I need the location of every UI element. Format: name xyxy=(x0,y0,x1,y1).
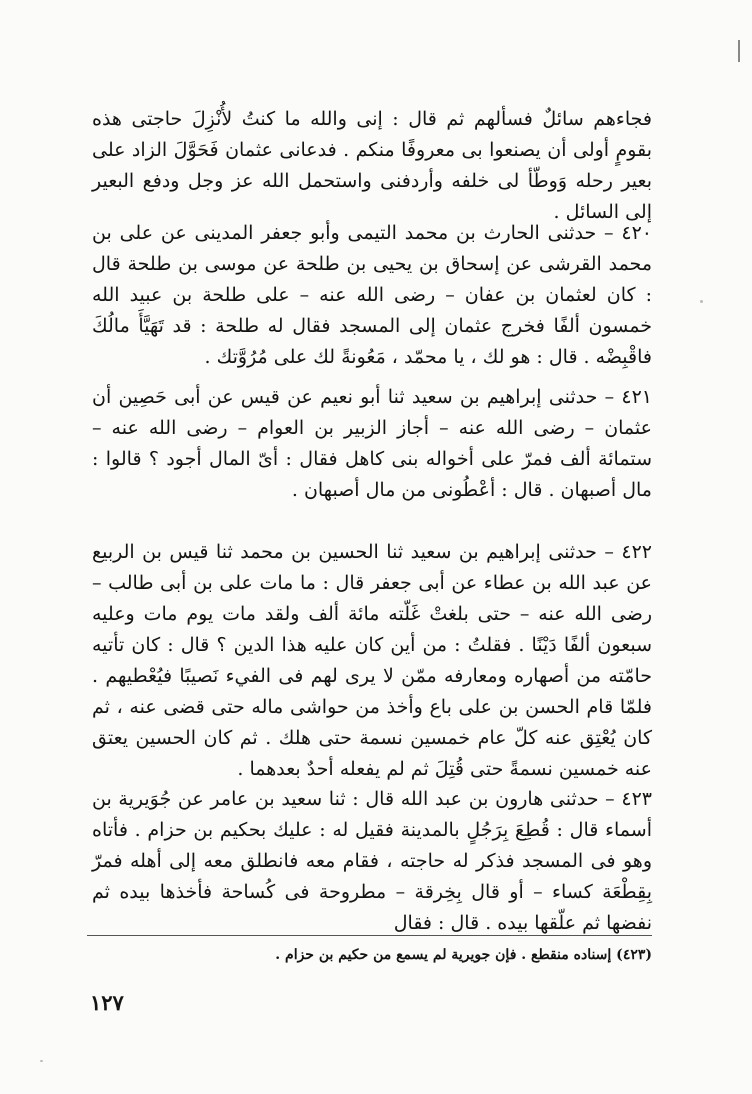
paragraph-422 xyxy=(92,537,652,785)
scan-speck xyxy=(700,300,703,303)
footnote-423: (٤٢٣) إسناده منقطع . فإن جويرية لم يسمع من حكيم بن حزام . xyxy=(275,947,652,963)
page-number: ١٢٧ xyxy=(90,990,124,1015)
paragraph-420-text: ٤٢٠ – حدثنى الحارث بن محمد التيمى وأبو جعفر المدينى عن على بن محمد القرشى عن إسحاق بن يحيى بن طلحة عن موسى بن طلحة قال : كان لعثمان بن عفان – رضى الله عنه – على طلحة بن عبيد الله خمسون ألفًا فخرج عثمان إلى المسجد فقال له طلحة : قد تَهَيَّأَ مالُكَ فاقْبِضْه . قال : هو لك ، يا محمّد ، مَعُونةً لك على مُرُوَّتك . xyxy=(92,222,652,368)
footnote-divider xyxy=(87,935,652,936)
paragraph-422-text: ٤٢٢ – حدثنى إبراهيم بن سعيد ثنا الحسين بن محمد ثنا قيس بن الربيع عن عبد الله بن عطاء عن أبى جعفر قال : ما مات على بن أبى طالب – رضى الله عنه – حتى بلغتْ غَلّته مائة ألف ولقد مات يوم مات وعليه سبعون ألفًا دَيْنًا . فقلتُ : من أين كان عليه هذا الدين ؟ قال : كان تأتيه حامّته من أصهاره ومعارفه ممّن لا يرى لهم فى الفيء نَصيبًا فيُعْطيهم . فلمّا قام الحسن بن على باع وأخذ من حواشى ماله حتى قضى عنه ، ثم كان يُعْتِق عنه كلّ عام خمسين نسمة حتى هلك . ثم كان الحسين يعتق عنه خمسين نسمةً حتى قُتِلَ ثم لم يفعله أحدٌ بعدهما . xyxy=(92,541,652,780)
paragraph-423 xyxy=(92,784,652,939)
paragraph-423-text: ٤٢٣ – حدثنى هارون بن عبد الله قال : ثنا سعيد بن عامر عن جُوَيرية بن أسماء قال : قُطِعَ بِرَجُلٍ بالمدينة فقيل له : عليك بحكيم بن حزام . فأتاه وهو فى المسجد فذكر له حاجته ، فقام معه فانطلق معه إلى أهله فمرّ بِقِطْعَة كساء – أو قال بِخِرقة – مطروحة فى كُساحة فأخذها بيده ثم نفضها ثم علّقها بيده . قال : فقال xyxy=(92,788,652,934)
paragraph-intro xyxy=(92,104,652,228)
scan-speck xyxy=(40,1060,43,1062)
paragraph-421-text: ٤٢١ – حدثنى إبراهيم بن سعيد ثنا أبو نعيم عن قيس عن أبى حَصِين أن عثمان – رضى الله عنه – أجاز الزبير بن العوام – رضى الله عنه – ستمائة ألف فمرّ على أخواله بنى كاهل فقال : أىّ المال أجود ؟ قالوا : مال أصبهان . قال : أعْطُونى من مال أصبهان . xyxy=(92,386,652,501)
paragraph-421 xyxy=(92,382,652,506)
paragraph-intro-text: فجاءهم سائلٌ فسألهم ثم قال : إنى والله ما كنتُ لأُنْزِلَ حاجتى هذه بقومٍ أولى أن يصنعوا بى معروفًا منكم . فدعانى عثمان فَحَوَّلَ الزاد على بعير رحله وَوطّأ لى خلفه وأردفنى واستحمل الله عز وجل ودفع البعير إلى السائل . xyxy=(92,108,652,223)
scan-edge-mark xyxy=(738,40,740,62)
paragraph-420 xyxy=(92,218,652,373)
